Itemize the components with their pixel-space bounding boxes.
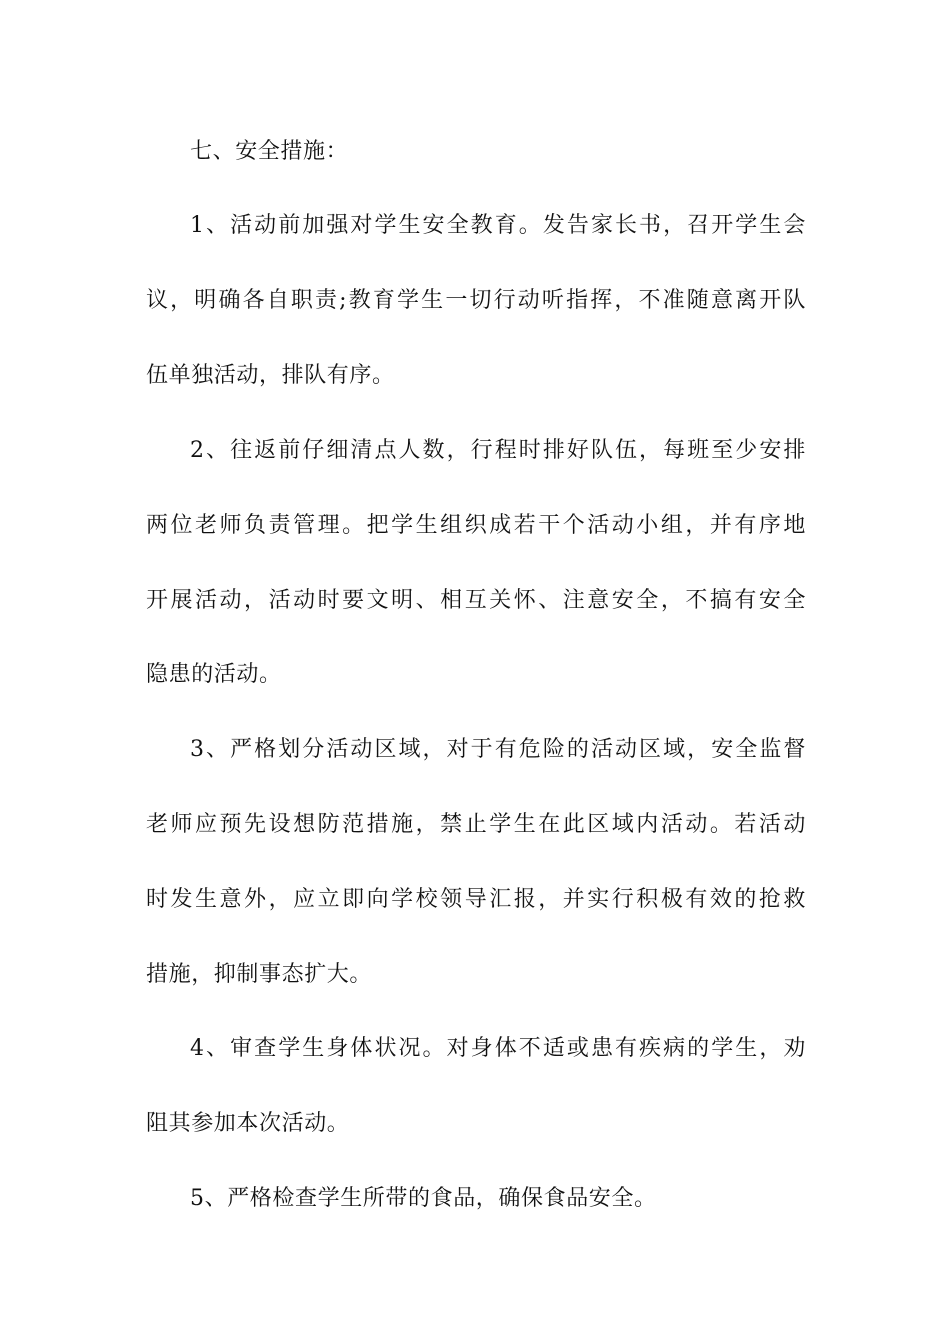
- paragraph-line: 阻其参加本次活动。: [146, 1111, 350, 1136]
- paragraph-line: 伍单独活动，排队有序。: [146, 363, 395, 388]
- paragraph-line: 4、审查学生身体状况。对身体不适或患有疾病的学生，劝: [190, 1036, 806, 1061]
- paragraph-line: 老师应预先设想防范措施，禁止学生在此区域内活动。若活动: [146, 812, 806, 837]
- paragraph-line: 措施，抑制事态扩大。: [146, 962, 373, 987]
- paragraph-line: 议，明确各自职责;教育学生一切行动听指挥，不准随意离开队: [146, 288, 806, 313]
- paragraph-line: 开展活动，活动时要文明、相互关怀、注意安全，不搞有安全: [146, 588, 806, 613]
- paragraph-line: 时发生意外，应立即向学校领导汇报，并实行积极有效的抢救: [146, 887, 806, 912]
- paragraph-line: 5、严格检查学生所带的食品，确保食品安全。: [190, 1186, 657, 1211]
- paragraph-line: 两位老师负责管理。把学生组织成若干个活动小组，并有序地: [146, 513, 806, 538]
- paragraph-line: 隐患的活动。: [146, 662, 282, 687]
- section-heading: 七、安全措施：: [190, 139, 349, 164]
- paragraph-line: 2、往返前仔细清点人数，行程时排好队伍，每班至少安排: [190, 438, 806, 463]
- paragraph-line: 3、严格划分活动区域，对于有危险的活动区域，安全监督: [190, 737, 806, 762]
- paragraph-line: 1、活动前加强对学生安全教育。发告家长书，召开学生会: [190, 213, 806, 238]
